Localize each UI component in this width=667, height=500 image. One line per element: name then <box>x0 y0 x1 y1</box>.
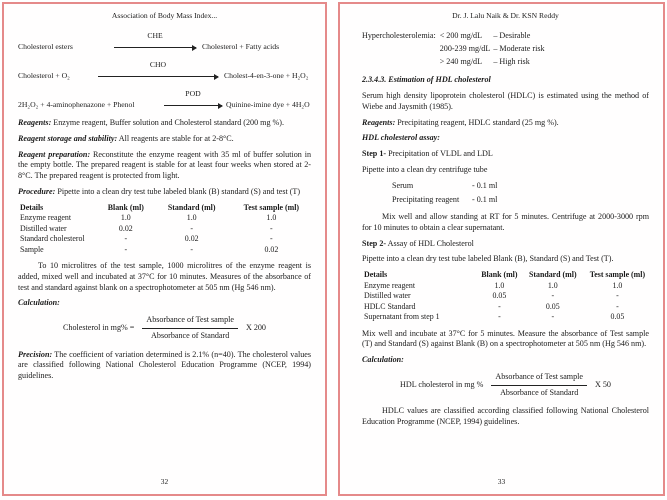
cholesterol-table <box>18 203 314 256</box>
table-row: HDLC Standard - 0.05 - <box>364 301 619 311</box>
table-header: Standard (ml) <box>529 270 577 280</box>
reaction-lhs: Cholesterol esters <box>18 41 73 51</box>
table-header: Standard (ml) <box>167 202 216 212</box>
table-header: Details <box>20 202 44 212</box>
table-header: Blank (ml) <box>107 202 144 212</box>
reagents-paragraph: Reagents: Enzyme reagent, Buffer solution and Cholesterol standard (200 mg %). <box>18 118 284 128</box>
reaction-rhs: Quinine-imine dye + 4H₂O <box>226 99 310 109</box>
table-row: Distilled water 0.02 - - <box>20 223 273 233</box>
reaction-lhs: Cholesterol + O₂ <box>18 70 70 80</box>
formula-factor: X 200 <box>245 322 266 332</box>
reaction-arrow <box>98 76 218 77</box>
reaction-rhs: Cholest-4-en-3-one + H₂O₂ <box>224 70 309 80</box>
assay-title: HDL cholesterol assay: <box>362 133 440 143</box>
table-row: > 240 mg/dL – High risk <box>439 56 530 66</box>
formula-fraction <box>491 372 587 399</box>
table-header-row <box>18 203 314 214</box>
cholesterol-formula <box>18 315 311 342</box>
table-header: Test sample (ml) <box>243 202 300 212</box>
pipette-table <box>392 181 497 211</box>
formula-fraction <box>142 315 238 342</box>
hdl-table <box>362 270 652 323</box>
storage-paragraph: Reagent storage and stability: All reagents are stable for at 2-8°C. <box>18 133 234 143</box>
calculation-label: Calculation: <box>362 355 404 365</box>
hdl-intro: Serum high density lipoprotein cholesterol (HDLC) is estimated using the method of Wiebe and Jaysmith (1985). <box>362 91 649 111</box>
table-row: Hypercholesterolemia: < 200 mg/dL – Desirable <box>362 31 548 44</box>
reaction-enzyme: POD <box>185 89 201 99</box>
reaction-arrow <box>164 105 222 106</box>
mix2-paragraph: Mix well and incubate at 37°C for 5 minutes. Measure the absorbance of Test sample (T) and Standard (S) against Blank (B) on a spectrophotometer at 505 nm (Hg 546 nm). <box>362 328 649 349</box>
reaction-arrow <box>114 47 196 48</box>
table-row: Enzyme reagent 1.0 1.0 1.0 <box>364 280 623 290</box>
running-header: Association of Body Mass Index... <box>111 11 218 20</box>
levels-label: Hypercholesterolemia: <box>362 31 436 41</box>
table-header: Blank (ml) <box>481 270 518 280</box>
formula-lhs: HDL cholesterol in mg % <box>400 379 484 389</box>
reaction-che <box>18 31 311 54</box>
table-row: Distilled water 0.05 - - <box>364 291 619 301</box>
page-number: 32 <box>160 477 169 487</box>
table-row: Precipitating reagent - 0.1 ml <box>392 195 498 205</box>
reaction-enzyme: CHE <box>147 31 163 41</box>
closing-paragraph: HDLC values are classified according classified following National Cholesterol Education Programme (NCEP, 1994) guidelines. <box>362 406 649 427</box>
table-row: Serum - 0.1 ml <box>392 180 498 190</box>
table-row: Supernatant from step 1 - - 0.05 <box>364 312 625 322</box>
precision-paragraph: Precision: The coefficient of variation determined is 2.1% (n=40). The cholesterol values are classified following National Cholesterol Education Programme (NCEP, 1994) guidelines. <box>18 349 311 381</box>
reagents-paragraph: Reagents: Precipitating reagent, HDLC standard (25 mg %). <box>362 117 559 127</box>
page-number: 33 <box>497 477 506 487</box>
formula-denominator: Absorbance of Standard <box>151 330 230 340</box>
hdl-formula <box>362 372 649 399</box>
reaction-lhs: 2H₂O₂ + 4-aminophenazone + Phenol <box>18 99 135 109</box>
table-header: Details <box>364 270 388 280</box>
running-header: Dr. J. Lalu Naik & Dr. KSN Reddy <box>452 11 559 20</box>
formula-numerator: Absorbance of Test sample <box>142 315 238 329</box>
table-row: 200-239 mg/dL – Moderate risk <box>439 43 545 53</box>
formula-denominator: Absorbance of Standard <box>500 387 579 397</box>
right-page <box>338 2 665 496</box>
table-row: Sample - - 0.02 <box>20 244 279 254</box>
formula-numerator: Absorbance of Test sample <box>491 372 587 386</box>
table-header-row <box>362 270 652 281</box>
table-row: Standard cholesterol - 0.02 - <box>20 234 273 244</box>
calculation-label: Calculation: <box>18 298 60 308</box>
reaction-rhs: Cholesterol + Fatty acids <box>202 41 280 51</box>
step1-pipette: Pipette into a clean dry centrifuge tube <box>362 164 488 174</box>
table-header: Test sample (ml) <box>589 270 646 280</box>
step2-pipette: Pipette into a clean dry test tube labeled Blank (B), Standard (S) and Test (T). <box>362 254 614 264</box>
table-row: Enzyme reagent 1.0 1.0 1.0 <box>20 213 277 223</box>
reaction-cho <box>18 60 311 83</box>
procedure-text: To 10 microlitres of the test sample, 1000 microlitres of the enzyme reagent is added, mixed well and incubated at 37°C for 10 minutes. Measures of the absorbance of test and standard against blank on a spectrophotometer at 505 nm (Hg 546 nm). <box>18 261 311 292</box>
mix1-paragraph: Mix well and allow standing at RT for 5 minutes. Centrifuge at 2000-3000 rpm for 10 minutes to obtain a clear supernatant. <box>362 212 649 232</box>
left-page <box>2 2 327 496</box>
section-title: 2.3.4.3. Estimation of HDL cholesterol <box>362 75 491 85</box>
procedure-paragraph: Procedure: Pipette into a clean dry test tube labeled blank (B) standard (S) and test (T) <box>18 186 301 196</box>
reaction-pod <box>18 89 311 112</box>
reaction-enzyme: CHO <box>149 60 167 70</box>
hypercholesterolemia-levels <box>362 31 548 69</box>
preparation-paragraph: Reagent preparation: Reconstitute the enzyme reagent with 35 ml of buffer solution in the empty bottle. The prepared reagent is stable for at least four weeks when stored at 2-8°C. The prepared reagent is protected from light. <box>18 149 311 181</box>
formula-lhs: Cholesterol in mg% = <box>63 322 135 332</box>
step2-heading: Step 2- Assay of HDL Cholesterol <box>362 238 474 248</box>
formula-factor: X 50 <box>594 379 611 389</box>
step1-heading: Step 1- Precipitation of VLDL and LDL <box>362 149 493 159</box>
